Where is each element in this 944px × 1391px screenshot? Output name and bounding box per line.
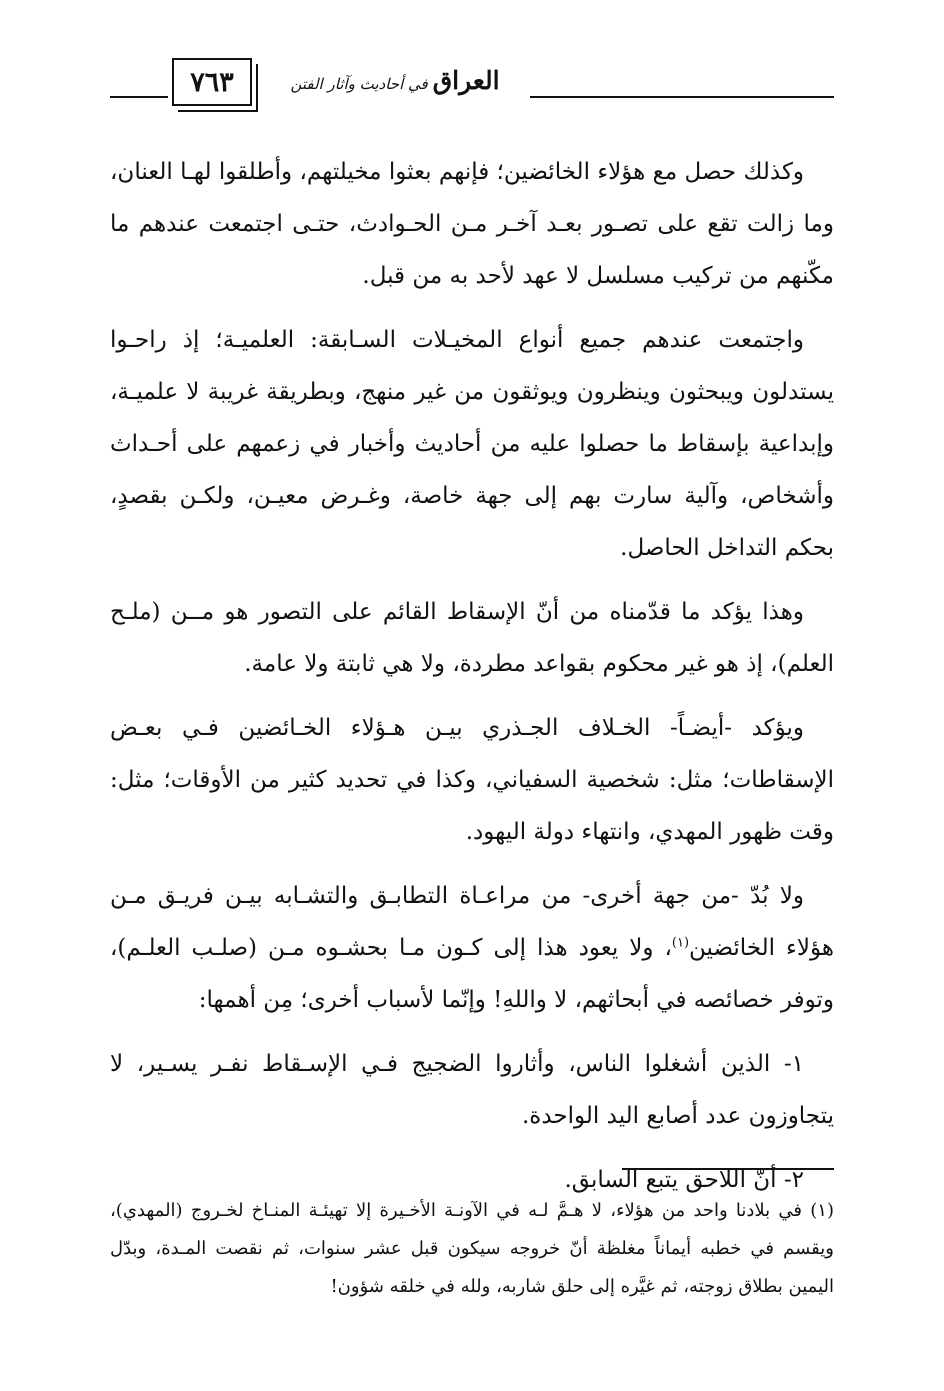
book-title-sub: في أحاديث وآثار الفتن — [290, 75, 428, 93]
paragraph-4: ويؤكد -أيضـاً- الخـلاف الجـذري بيـن هـؤلاء الخـائضين فـي بعـض الإسقاطات؛ مثل: شخصية السفياني، وكذا في تحديد كثير من الأوقات؛ مثل: وقت ظهور المهدي، وانتهاء دولة اليهود. — [110, 715, 834, 845]
list-item-1: ١- الذين أشغلوا الناس، وأثاروا الضجيج فـي الإسـقاط نفـر يسـير، لا يتجاوزون عدد أصابع اليد الواحدة. — [110, 1051, 834, 1129]
page-number: ٧٦٣ — [172, 58, 252, 106]
paragraph-5-text-a: ولا بُدّ -من جهة أخرى- من مراعـاة التطابـق والتشـابه بيـن فريـق مـن هؤلاء الخائضين — [110, 883, 834, 961]
main-text — [110, 146, 834, 1218]
book-title — [260, 66, 530, 102]
footnote-reference[interactable]: (١) — [671, 935, 690, 951]
footnote-separator — [622, 1168, 834, 1170]
footnote: (١) في بلادنا واحد من هؤلاء، لا هـمَّ لـه في الآونـة الأخـيرة إلا تهيئـة المنـاخ لخـروج (المهدي)، ويقسم في خطبه أيماناً مغلظة أنّ خروجه سيكون قبل عشر سنوات، ثم نقصت المـدة، وبدّل اليمين بطلاق زوجته، ثم غيَّره إلى حلق شاربه، ولله في خلقه شؤون! — [110, 1200, 834, 1297]
paragraph-2: واجتمعت عندهم جميع أنواع المخيـلات السـابقة: العلميـة؛ إذ راحـوا يستدلون ويبحثون وينظرون ويوثقون من غير منهج، وبطريقة غريبة لا علميـة، وإبداعية بإسقاط ما حصلوا عليه من أحاديث وأخبار في زعمهم على أحـداث وأشخاص، وآلية سارت بهم إلى جهة خاصة، وغـرض معيـن، ولكـن بقصدٍ، بحكم التداخل الحاصل. — [110, 327, 834, 561]
header-rule-right — [530, 96, 834, 98]
paragraph-3: وهذا يؤكد ما قدّمناه من أنّ الإسقاط القائم على التصور هو مــن (ملـح العلم)، إذ هو غير محكوم بقواعد مطردة، ولا هي ثابتة ولا عامة. — [110, 599, 834, 677]
running-header — [110, 52, 834, 122]
paragraph-5-text-b: ، ولا يعود هذا إلى كـون مـا بحشـوه مـن (صلـب العلـم)، وتوفر خصائصه في أبحاثهم، لا واللهِ! وإنّما لأسباب أخرى؛ مِن أهمها: — [110, 935, 834, 1013]
list-item-2: ٢- أنّ اللاحق يتبع السابق. — [564, 1167, 804, 1193]
paragraph-5 — [110, 870, 834, 1026]
paragraph-1: وكذلك حصل مع هؤلاء الخائضين؛ فإنهم بعثوا مخيلتهم، وأطلقوا لهـا العنان، وما زالت تقع على تصـور بعـد آخـر مـن الحـوادث، حتـى اجتمعت عندهم ما مكّنهم من تركيب مسلسل لا عهد لأحد به من قبل. — [110, 159, 834, 289]
header-rule-left — [110, 96, 168, 98]
book-title-main: العراق — [432, 66, 500, 95]
